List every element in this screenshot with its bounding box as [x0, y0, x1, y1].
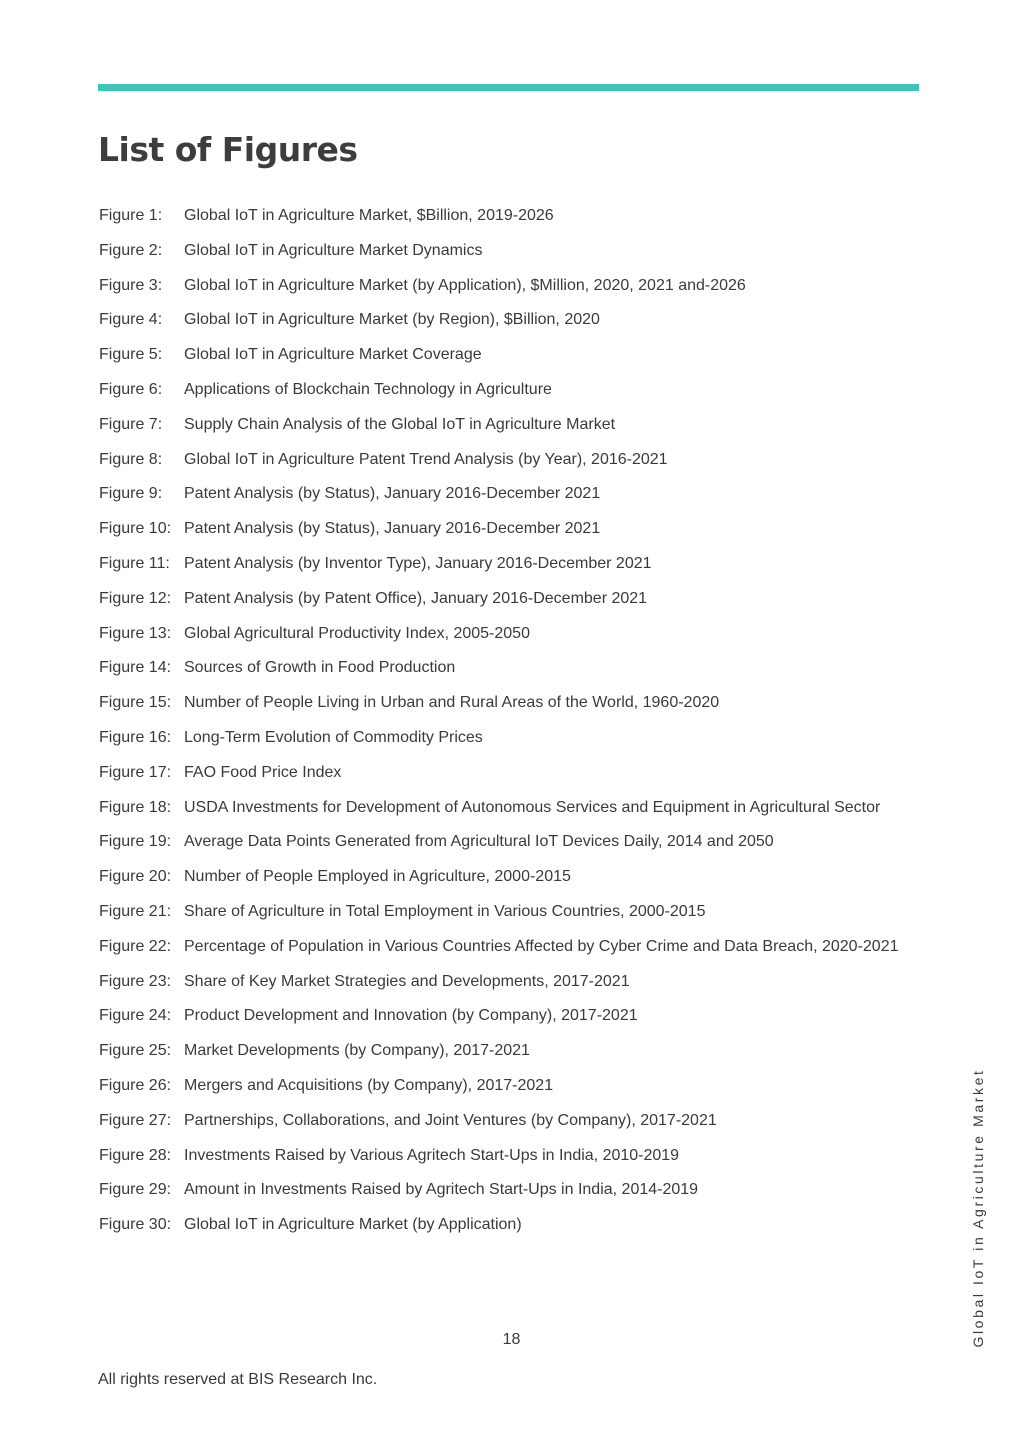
figure-list-item	[99, 271, 921, 301]
figure-list-item	[99, 897, 921, 927]
figure-list-item	[99, 827, 921, 857]
figure-title: Applications of Blockchain Technology in Agriculture	[184, 380, 552, 398]
figure-title: Share of Agriculture in Total Employment in Various Countries, 2000-2015	[184, 902, 706, 920]
figure-number: Figure 7:	[99, 415, 163, 433]
figure-list-item	[99, 793, 921, 823]
figure-title: Investments Raised by Various Agritech Start-Ups in India, 2010-2019	[184, 1146, 680, 1164]
figure-title: Percentage of Population in Various Countries Affected by Cyber Crime and Data Breach, 2020-2021	[184, 937, 899, 955]
figure-title: Patent Analysis (by Status), January 2016-December 2021	[184, 520, 601, 538]
figure-list-item	[99, 201, 921, 231]
report-title-side-label: Global IoT in Agriculture Market	[970, 1068, 986, 1348]
figure-list-item	[99, 688, 921, 718]
figure-number: Figure 27:	[99, 1111, 172, 1129]
figure-number: Figure 24:	[99, 1007, 172, 1025]
figure-title: Amount in Investments Raised by Agritech Start-Ups in India, 2014-2019	[184, 1181, 699, 1199]
figure-number: Figure 3:	[99, 276, 163, 294]
figure-list-item	[99, 1106, 921, 1136]
figure-list-item	[99, 514, 921, 544]
figure-title: Global Agricultural Productivity Index, 2005-2050	[184, 624, 530, 642]
figure-list-item	[99, 758, 921, 788]
figure-list-item	[99, 653, 921, 683]
figure-number: Figure 6:	[99, 380, 163, 398]
figure-number: Figure 18:	[99, 798, 172, 816]
figure-number: Figure 15:	[99, 694, 172, 712]
figure-number: Figure 2:	[99, 241, 163, 259]
figure-title: Sources of Growth in Food Production	[184, 659, 456, 677]
figure-list-item	[99, 549, 921, 579]
figure-title: Number of People Employed in Agriculture, 2000-2015	[184, 868, 571, 886]
figure-title: Mergers and Acquisitions (by Company), 2017-2021	[184, 1076, 554, 1094]
figure-list-item	[99, 410, 921, 440]
figure-title: FAO Food Price Index	[184, 763, 342, 781]
figure-title: Patent Analysis (by Status), January 2016-December 2021	[184, 485, 601, 503]
figure-title: Global IoT in Agriculture Market Coverage	[184, 346, 482, 364]
figure-title: Global IoT in Agriculture Market (by Application), $Million, 2020, 2021 and-2026	[184, 276, 746, 294]
figure-number: Figure 8:	[99, 450, 163, 468]
figure-list-item	[99, 932, 921, 962]
figure-title: Global IoT in Agriculture Market (by Application)	[184, 1216, 522, 1234]
figure-number: Figure 11:	[99, 554, 170, 572]
figure-title: Market Developments (by Company), 2017-2021	[184, 1042, 530, 1060]
figure-number: Figure 9:	[99, 485, 163, 503]
figure-title: Average Data Points Generated from Agricultural IoT Devices Daily, 2014 and 2050	[184, 833, 774, 851]
figure-title: Product Development and Innovation (by Company), 2017-2021	[184, 1007, 638, 1025]
figure-list-item	[99, 1210, 921, 1240]
figure-number: Figure 25:	[99, 1042, 172, 1060]
figure-list-item	[99, 1141, 921, 1171]
figure-number: Figure 19:	[99, 833, 172, 851]
figure-list-item	[99, 1001, 921, 1031]
figure-number: Figure 13:	[99, 624, 172, 642]
figure-list-item	[99, 723, 921, 753]
figure-list-item	[99, 967, 921, 997]
page-title: List of Figures	[98, 130, 358, 169]
figure-title: Number of People Living in Urban and Rural Areas of the World, 1960-2020	[184, 694, 720, 712]
figure-title: Patent Analysis (by Inventor Type), January 2016-December 2021	[184, 554, 652, 572]
figure-list-item	[99, 375, 921, 405]
figure-number: Figure 14:	[99, 659, 172, 677]
figure-number: Figure 23:	[99, 972, 172, 990]
figure-number: Figure 22:	[99, 937, 172, 955]
figure-list-item	[99, 340, 921, 370]
figure-number: Figure 21:	[99, 902, 172, 920]
figure-number: Figure 5:	[99, 346, 163, 364]
copyright-footer: All rights reserved at BIS Research Inc.	[98, 1371, 378, 1388]
figure-number: Figure 28:	[99, 1146, 172, 1164]
figure-title: Global IoT in Agriculture Market (by Region), $Billion, 2020	[184, 311, 600, 329]
figure-title: Global IoT in Agriculture Patent Trend Analysis (by Year), 2016-2021	[184, 450, 668, 468]
figure-list-item	[99, 619, 921, 649]
header-accent-rule	[98, 84, 919, 91]
figure-title: Partnerships, Collaborations, and Joint Ventures (by Company), 2017-2021	[184, 1111, 717, 1129]
figure-title: Patent Analysis (by Patent Office), January 2016-December 2021	[184, 589, 648, 607]
figure-number: Figure 26:	[99, 1076, 172, 1094]
figure-number: Figure 20:	[99, 868, 172, 886]
figure-list-item	[99, 1036, 921, 1066]
figure-list-item	[99, 305, 921, 335]
figure-title: Supply Chain Analysis of the Global IoT in Agriculture Market	[184, 415, 616, 433]
figure-list-item	[99, 1071, 921, 1101]
figure-title: USDA Investments for Development of Autonomous Services and Equipment in Agricultural Sector	[184, 798, 881, 816]
figure-number: Figure 1:	[99, 207, 163, 224]
figure-title: Long-Term Evolution of Commodity Prices	[184, 728, 483, 746]
figure-number: Figure 4:	[99, 311, 163, 329]
figure-list-item	[99, 479, 921, 509]
figure-number: Figure 29:	[99, 1181, 172, 1199]
figure-list	[99, 201, 921, 1245]
figure-list-item	[99, 862, 921, 892]
figure-number: Figure 16:	[99, 728, 172, 746]
figure-list-item	[99, 584, 921, 614]
figure-number: Figure 30:	[99, 1216, 172, 1234]
figure-list-item	[99, 236, 921, 266]
figure-list-item	[99, 1175, 921, 1205]
figure-title: Global IoT in Agriculture Market Dynamics	[184, 241, 483, 259]
figure-number: Figure 17:	[99, 763, 172, 781]
figure-title: Share of Key Market Strategies and Developments, 2017-2021	[184, 972, 630, 990]
page-number: 18	[502, 1331, 521, 1348]
figure-number: Figure 10:	[99, 520, 172, 538]
figure-title: Global IoT in Agriculture Market, $Billion, 2019-2026	[184, 207, 554, 224]
figure-number: Figure 12:	[99, 589, 172, 607]
figure-list-item	[99, 445, 921, 475]
